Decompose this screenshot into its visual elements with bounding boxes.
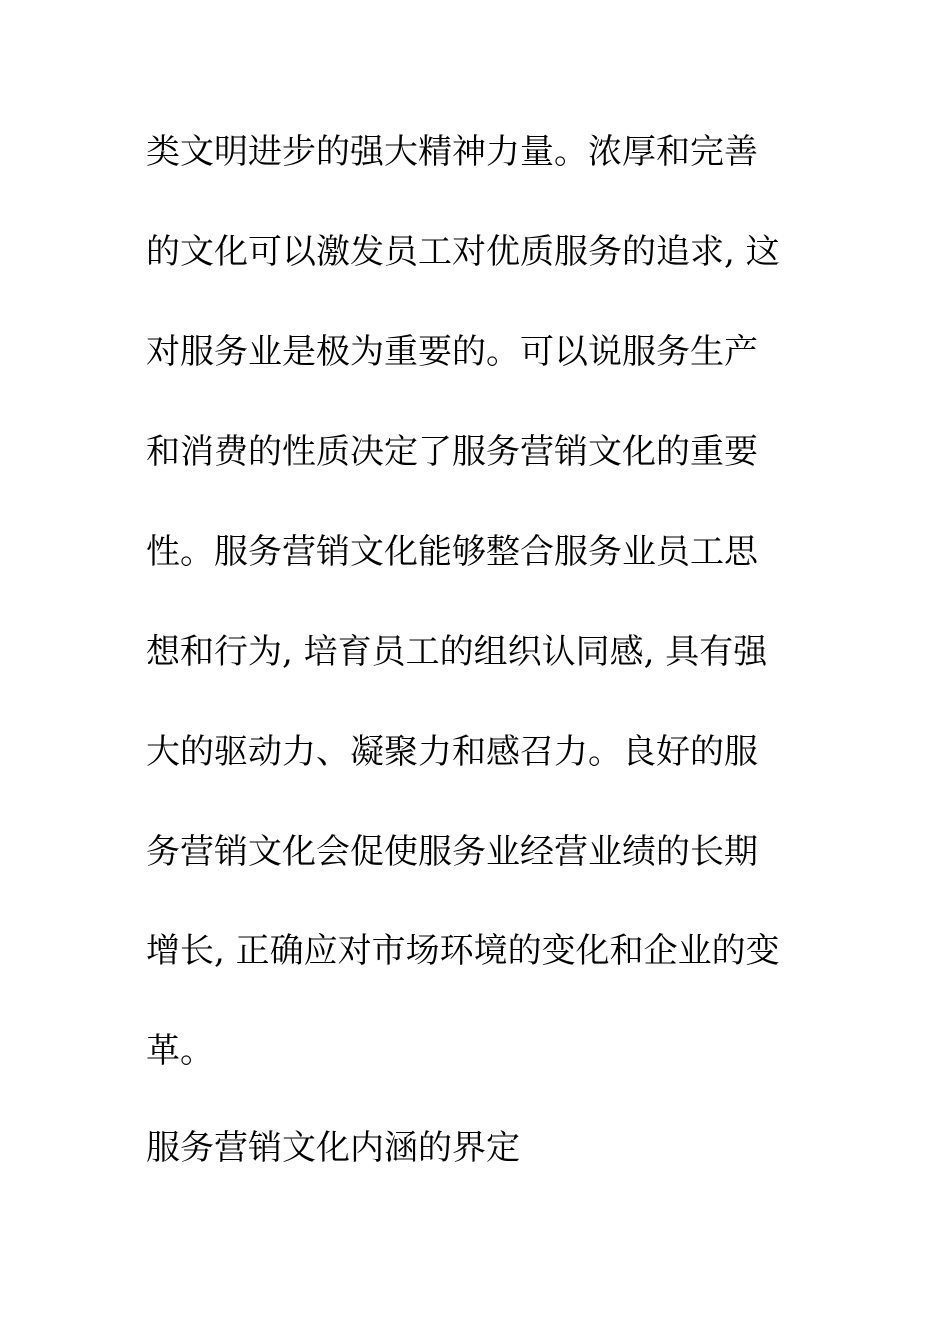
- paragraph-line-6: 想和行为, 培育员工的组织认同感, 具有强: [146, 632, 768, 672]
- paragraph-line-9: 增长, 正确应对市场环境的变化和企业的变: [146, 931, 780, 971]
- paragraph-line-5: 性。服务营销文化能够整合服务业员工思: [146, 532, 758, 572]
- section-heading: 服务营销文化内涵的界定: [146, 1128, 520, 1168]
- paragraph-line-7: 大的驱动力、凝聚力和感召力。良好的服: [146, 732, 758, 772]
- paragraph-line-1: 类文明进步的强大精神力量。浓厚和完善: [146, 132, 758, 172]
- paragraph-line-2: 的文化可以激发员工对优质服务的追求, 这: [146, 232, 780, 272]
- paragraph-line-4: 和消费的性质决定了服务营销文化的重要: [146, 432, 758, 472]
- paragraph-line-8: 务营销文化会促使服务业经营业绩的长期: [146, 832, 758, 872]
- paragraph-line-3: 对服务业是极为重要的。可以说服务生产: [146, 332, 758, 372]
- paragraph-line-10: 革。: [146, 1031, 214, 1071]
